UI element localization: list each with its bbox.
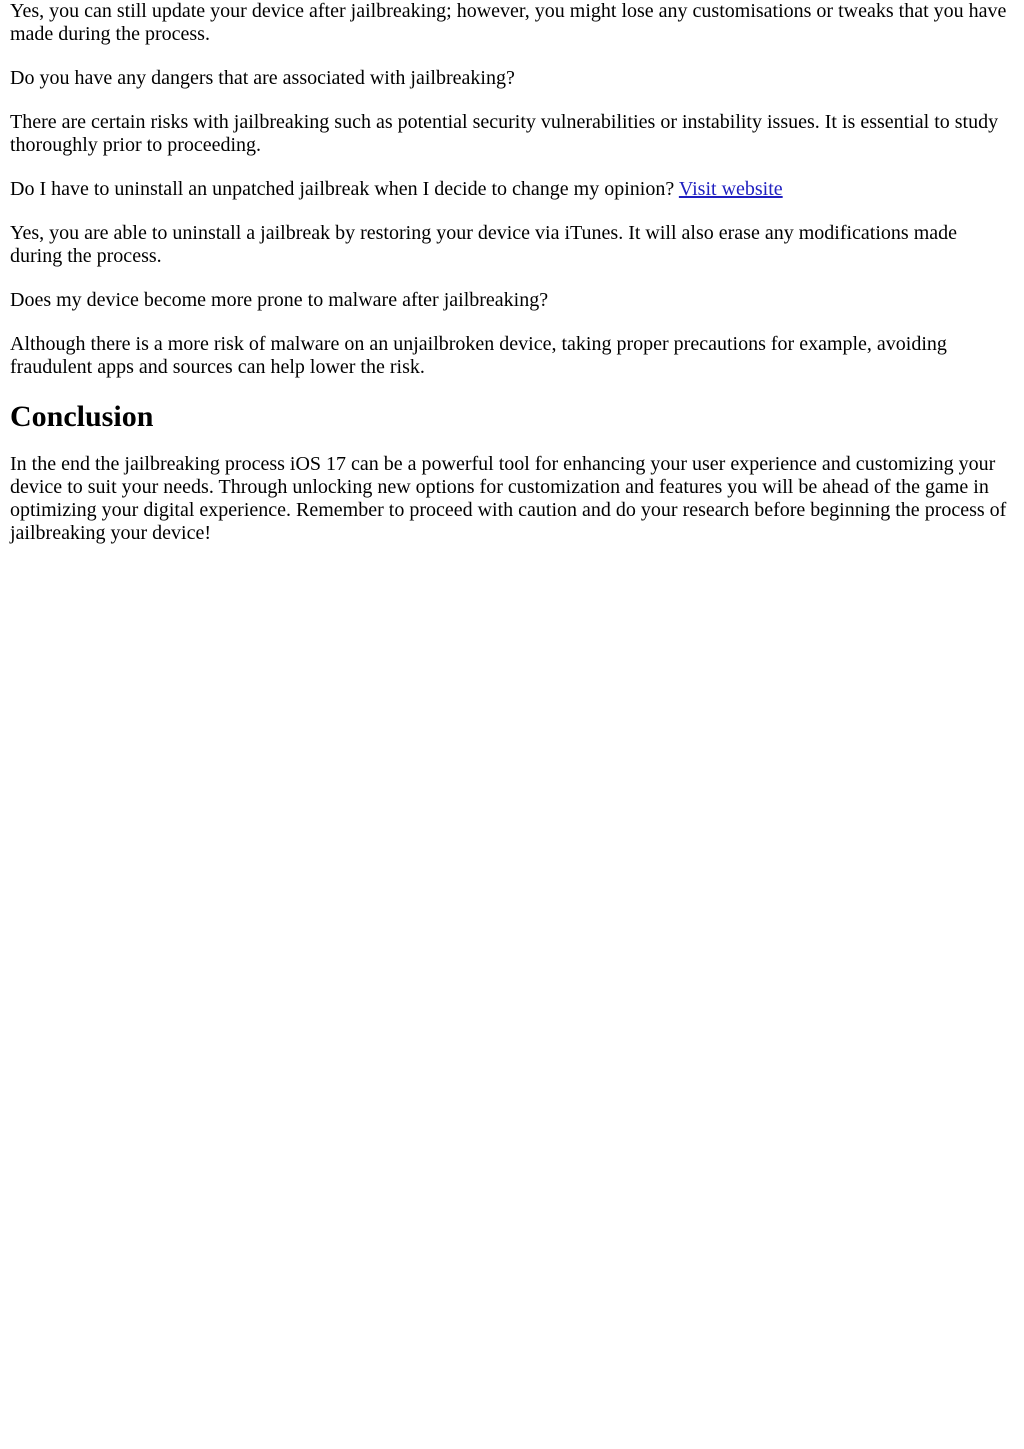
article-body	[0, 0, 1024, 545]
question-dangers: Do you have any dangers that are associated with jailbreaking?	[10, 67, 515, 89]
paragraph-update-after-jailbreak: Yes, you can still update your device after jailbreaking; however, you might lose any customisations or tweaks that you have made during the process.	[10, 0, 1007, 45]
question-malware: Does my device become more prone to malware after jailbreaking?	[10, 289, 549, 311]
conclusion-paragraph: In the end the jailbreaking process iOS 17 can be a powerful tool for enhancing your user experience and customizing your device to suit your needs. Through unlocking new options for customization and features you will be ahead of the game in optimizing your digital experience. Remember to proceed with caution and do your research before beginning the process of jailbreaking your device!	[10, 453, 1007, 544]
question-uninstall-text: Do I have to uninstall an unpatched jailbreak when I decide to change my opinion?	[10, 178, 679, 200]
paragraph-malware-answer: Although there is a more risk of malware on an unjailbroken device, taking proper precautions for example, avoiding fraudulent apps and sources can help lower the risk.	[10, 333, 947, 378]
visit-website-link[interactable]: Visit website	[678, 178, 783, 200]
paragraph-uninstall-answer: Yes, you are able to uninstall a jailbreak by restoring your device via iTunes. It will also erase any modifications made during the process.	[10, 222, 958, 267]
question-uninstall	[10, 178, 1014, 201]
paragraph-risks: There are certain risks with jailbreaking such as potential security vulnerabilities or instability issues. It is essential to study thoroughly prior to proceeding.	[10, 111, 999, 156]
conclusion-heading: Conclusion	[10, 400, 154, 433]
